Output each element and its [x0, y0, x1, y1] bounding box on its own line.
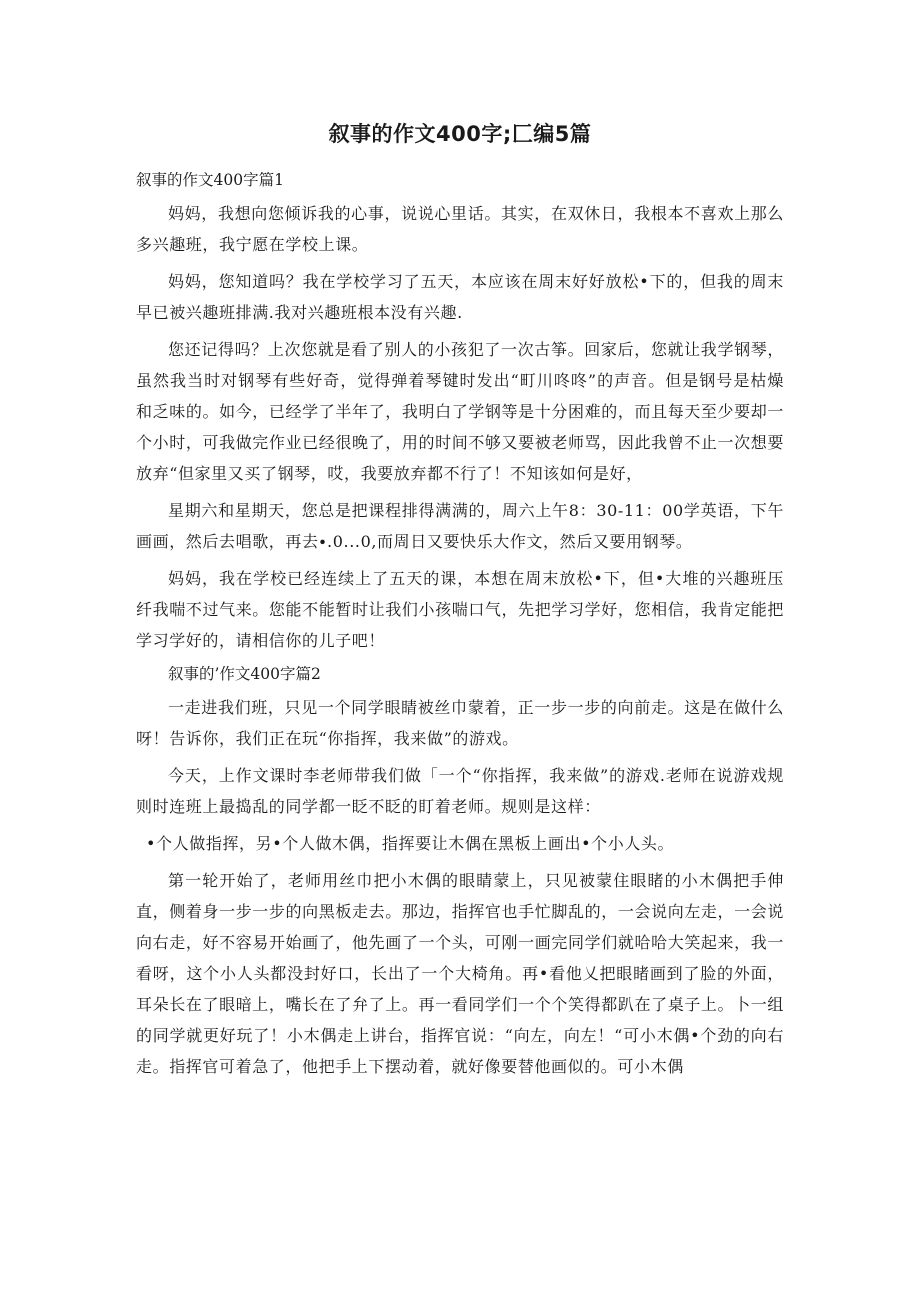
bullet-paragraph: •个人做指挥，另•个人做木偶，指挥要让木偶在黑板上画出•个小人头。 [146, 834, 675, 853]
document-page [136, 118, 784, 1088]
paragraph: 妈妈，我想向您倾诉我的心事，说说心里话。其实，在双休日，我根本不喜欢上那么多兴趣班，我宁愿在学校上课。 [136, 204, 784, 254]
paragraph: 妈妈，您知道吗？我在学校学习了五天，本应该在周末好好放松•下的，但我的周末早已被兴趣班排满.我对兴趣班根本没有兴趣. [136, 272, 784, 322]
section-heading: 叙事的作文400字篇1 [136, 171, 284, 189]
paragraph: 星期六和星期天，您总是把课程排得满满的，周六上午8：30-11：00学英语，下午画画，然后去唱歌，再去∙.0...0,而周日又要快乐大作文，然后又要用钢琴。 [136, 501, 784, 551]
paragraph: 您还记得吗？上次您就是看了别人的小孩犯了一次古筝。回家后，您就让我学钢琴，虽然我当时对钢琴有些好奇，觉得弹着琴键时发出“町川咚咚”的声音。但是钢号是枯燥和乏味的。如今，已经学了半年了，我明白了学钢等是十分困难的，而且每天至少要却一个小时，可我做完作业已经很晚了，用的时间不够又要被老师骂，因此我曾不止一次想要放弃“但家里又买了钢琴，哎，我要放弃都不行了！不知该如何是好， [136, 340, 784, 483]
paragraph: 今天，上作文课时李老师带我们做「一个“你指挥，我来做”的游戏.老师在说游戏规则时连班上最捣乱的同学都一眨不眨的盯着老师。规则是这样： [136, 766, 784, 816]
section-heading: 叙事的’作文400字篇2 [168, 665, 321, 683]
paragraph: 一走进我们班，只见一个同学眼睛被丝巾蒙着，正一步一步的向前走。这是在做什么呀！告诉你，我们正在玩“你指挥，我来做”的游戏。 [136, 698, 784, 748]
document-title: 叙事的作文400字;匚编5篇 [328, 122, 592, 146]
paragraph: 第一轮开始了，老师用丝巾把小木偶的眼睛蒙上，只见被蒙住眼睹的小木偶把手伸直，侧着身一步一步的向黑板走去。那边，指挥官也手忙脚乱的，一会说向左走，一会说向右走，好不容易开始画了，他先画了一个头，可刚一画完同学们就哈哈大笑起来，我一看呀，这个小人头都没封好口，长出了一个大椅角。再•看他乂把眼睹画到了脸的外面，耳朵长在了眼暗上，嘴长在了弁了上。再一看同学们一个个笑得都趴在了桌子上。卜一组的同学就更好玩了！小木偶走上讲台，指挥官说：“向左，向左！“可小木偶•个劲的向右走。指挥官可着急了，他把手上下摆动着，就好像要替他画似的。可小木偶 [136, 871, 784, 1076]
paragraph: 妈妈，我在学校已经连续上了五天的课，本想在周末放松•下，但•大堆的兴趣班压纤我喘不过气来。您能不能暂时让我们小孩喘口气，先把学习学好，您相信，我肯定能把学习学好的，请相信你的儿子吧！ [136, 569, 784, 650]
